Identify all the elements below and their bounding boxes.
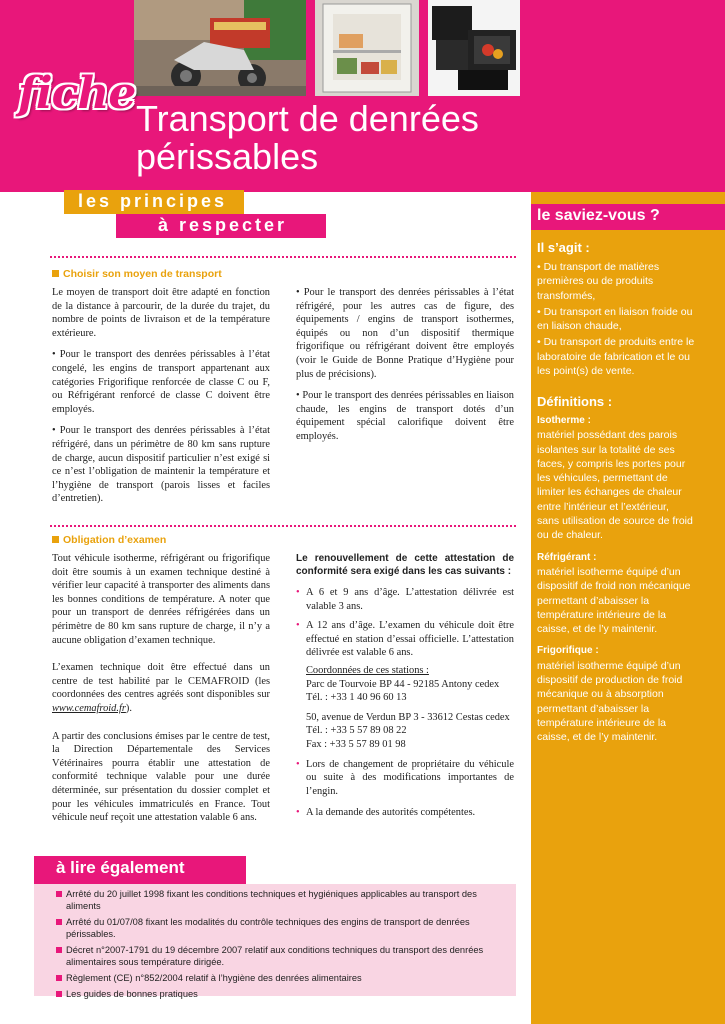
renewal-heading: Le renouvellement de cette attestation de conformité sera exigé dans les cas suivants : — [296, 553, 514, 577]
title-line-1: Transport de denrées — [136, 98, 479, 139]
square-icon — [56, 891, 62, 897]
definition-term: Réfrigérant : — [537, 551, 597, 563]
fiche-logo: fiche — [18, 68, 136, 119]
principles-line-1: les principes — [78, 191, 228, 211]
section1-left-column — [52, 286, 270, 514]
principles-line-2: à respecter — [158, 215, 288, 235]
list-item: • Du transport de produits entre le laboratoire de fabrication et le ou les point(s) de vente. — [537, 336, 695, 378]
divider — [50, 256, 516, 258]
bullet-paragraph: • Pour le transport des denrées périssables à l’état réfrigéré, dans un périmètre de 80 km sans rupture de charge, aucun dispositif particulier n’est exigé si ce n’est l’obligation de maintenir la température et l’hygiène de transport (parois lisses et faciles d’entretien). — [52, 425, 270, 505]
list-item: Arrêté du 01/07/08 fixant les modalités du contrôle techniques des engins de transport de denrées périssables. — [56, 916, 506, 940]
van-photo — [315, 0, 419, 96]
square-icon — [56, 975, 62, 981]
sidebar-title: le saviez-vous ? — [537, 207, 660, 224]
section2-heading: Obligation d’examen — [52, 534, 166, 546]
insulated-boxes-photo — [428, 0, 520, 96]
section1-heading: Choisir son moyen de transport — [52, 268, 222, 280]
il-sagit-heading: Il s’agit : — [537, 240, 590, 255]
definitions-heading: Définitions : — [537, 394, 613, 409]
stations-block — [296, 664, 514, 752]
section1-right-column — [296, 286, 514, 452]
station2-phone: Tél. : +33 5 57 89 08 22 — [306, 725, 407, 737]
renewal-bullet: • A 6 et 9 ans d’âge. L’attestation délivrée est valable 3 ans. — [296, 586, 514, 613]
divider — [50, 525, 516, 527]
renewal-bullet: • Lors de changement de propriétaire du véhicule ou suite à des modifications importantes de l’engin. — [296, 758, 514, 799]
section2-paragraph-2: L’examen technique doit être effectué dans un centre de test habilité par le CEMAFROID (les coordonnées des centres agréés sont disponibles sur www.cemafroid.fr). — [52, 662, 270, 714]
section2-paragraph-1: Tout véhicule isotherme, réfrigérant ou frigorifique doit être soumis à un examen technique destiné à vérifier leur capacité à transporter des aliments dans les bonnes conditions de température. A noter que pour un transport de denrées réfrigérées dans un périmètre de 80 km sans rupture de charge, il n’y a aucune obligation d’examen technique. — [52, 553, 270, 646]
section2-paragraph-3: A partir des conclusions émises par le centre de test, la Direction Départementale des Services Vétérinaires pourra établir une attestation de conformité technique valable pour une durée déterminée, sur présentation du dossier complet et pour les véhicules immatriculés en France. Tout véhicule neuf reçoit une attestation valable 6 ans. — [52, 730, 270, 824]
station1-phone: Tél. : +33 1 40 96 60 13 — [306, 692, 407, 704]
definitions-list — [537, 414, 693, 747]
definition-term: Isotherme : — [537, 415, 591, 426]
section2-left-column — [52, 552, 270, 833]
station2-address: 50, avenue de Verdun BP 3 - 33612 Cestas cedex — [306, 711, 510, 723]
square-icon — [52, 270, 59, 277]
stations-label: Coordonnées de ces stations : — [306, 664, 429, 676]
list-item: Les guides de bonnes pratiques — [56, 988, 506, 1000]
section2-right-column — [296, 552, 514, 826]
list-item: • Du transport en liaison froide ou en liaison chaude, — [537, 305, 693, 333]
station1-address: Parc de Tourvoie BP 44 - 92185 Antony cedex — [306, 678, 500, 690]
bullet-paragraph: • Pour le transport des denrées périssables à l’état congelé, les engins de transport appartenant aux catégories Frigorifique renforcée de classe C ou F, ou Réfrigérant renforcé de classe C doivent être employés. — [52, 349, 270, 415]
section1-intro: Le moyen de transport doit être adapté en fonction de la distance à parcourir, de la durée du trajet, du nombre de points de livraison et de la température extérieure. — [52, 287, 270, 339]
square-icon — [56, 991, 62, 997]
lire-title: à lire également — [56, 858, 185, 877]
sidebar-list — [537, 260, 697, 380]
renewal-bullet: • A 12 ans d’âge. L’examen du véhicule doit être effectué en station d’essai officielle. L’attestation délivrée est valable 6 ans. — [296, 619, 514, 660]
station2-fax: Fax : +33 5 57 89 01 98 — [306, 738, 406, 750]
cemafroid-link[interactable]: www.cemafroid.fr — [52, 702, 126, 714]
list-item: Arrêté du 20 juillet 1998 fixant les conditions techniques et hygiéniques applicables au transport des aliments — [56, 888, 506, 912]
definition-text: matériel isotherme équipé d’un dispositif de froid non mécanique permettant d’abaisser la température intérieure de la caisse, et de l’y maintenir. — [537, 565, 691, 636]
list-item: Décret n°2007-1791 du 19 décembre 2007 relatif aux conditions techniques du transport des denrées alimentaires sous température dirigée. — [56, 944, 506, 968]
lire-list — [56, 888, 506, 1004]
bullet-paragraph: • Pour le transport des denrées périssables en liaison chaude, les engins de transport dotés d’un équipement spécial calorifique doivent être employés. — [296, 390, 514, 442]
definition-text: matériel possédant des parois isolantes sur la totalité de ses faces, y compris les portes pour les véhicules, permettant de limiter les échanges de chaleur entre l’intérieur et l’extérieur, sans utilisation de source de froid ou de chaleur. — [537, 429, 693, 542]
definition-text: matériel isotherme équipé d’un dispositif de production de froid mécanique ou à absorption permettant d’abaisser la température intérieure de la caisse, et de l’y maintenir. — [537, 659, 683, 744]
title-line-2: périssables — [136, 136, 319, 177]
list-item: Règlement (CE) n°852/2004 relatif à l’hygiène des denrées alimentaires — [56, 972, 506, 984]
bullet-paragraph: • Pour le transport des denrées périssables à l’état réfrigéré, pour les autres cas de figure, des équipements / engins de transport isothermes, équipés ou non d’un dispositif thermique frigorifique ou réfrigérant doivent être employés (voir le Guide de Bonne Pratique d’Hygiène pour plus de précisions). — [296, 287, 514, 380]
renewal-bullet: • A la demande des autorités compétentes. — [296, 806, 514, 820]
definition-term: Frigorifique : — [537, 645, 599, 657]
list-item: • Du transport de matières premières ou de produits transformés, — [537, 261, 660, 302]
page-title — [136, 100, 556, 176]
square-icon — [56, 919, 62, 925]
square-icon — [52, 536, 59, 543]
square-icon — [56, 947, 62, 953]
scooter-photo — [134, 0, 306, 96]
